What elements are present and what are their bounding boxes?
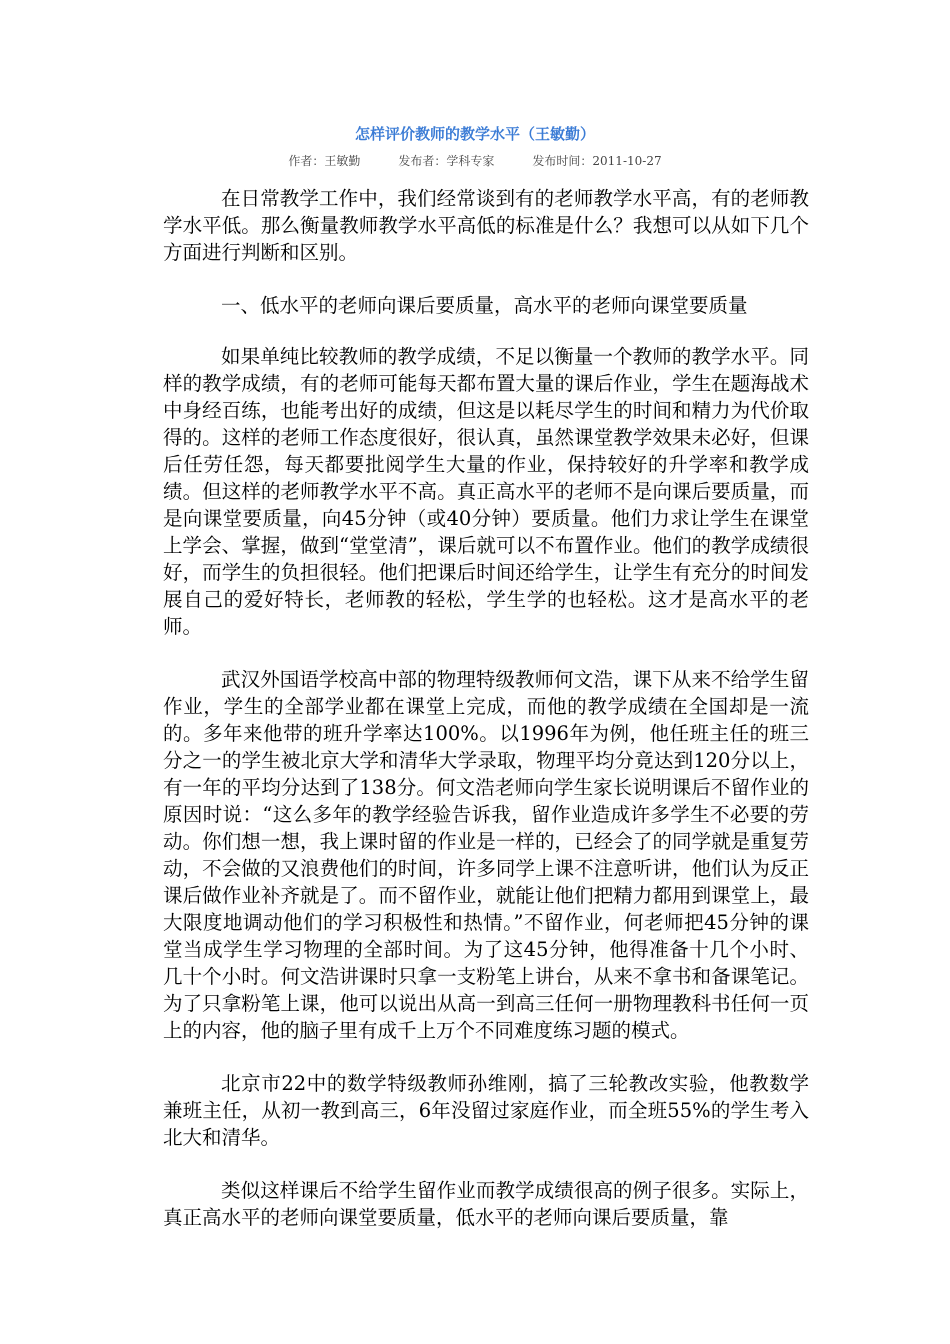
paragraph-example-hewenhao: 武汉外国语学校高中部的物理特级教师何文浩，课下从来不给学生留作业，学生的全部学业都在课堂上完成，而他的教学成绩在全国却是一流的。多年来他带的班升学率达100%。以1996年为例，他任班主任的班三分之一的学生被北京大学和清华大学录取，物理平均分竟达到120分以上，有一年的平均分达到了138分。何文浩老师向学生家长说明课后不留作业的原因时说：“这么多年的教学经验告诉我，留作业造成许多学生不必要的劳动。你们想一想，我上课时留的作业是一样的，已经会了的同学就是重复劳动，不会做的又浪费他们的时间，许多同学上课不注意听讲，他们认为反正课后做作业补齐就是了。而不留作业，就能让他们把精力都用到课堂上，最大限度地调动他们的学习积极性和热情。”不留作业，何老师把45分钟的课堂当成学生学习物理的全部时间。为了这45分钟，他得准备十几个小时、几十个小时。何文浩讲课时只拿一支粉笔上讲台，从来不拿书和备课笔记。为了只拿粉笔上课，他可以说出从高一到高三任何一册物理教科书任何一页上的内容，他的脑子里有成千上万个不同难度练习题的模式。 (163, 668, 809, 1042)
paragraph-standard: 如果单纯比较教师的教学成绩，不足以衡量一个教师的教学水平。同样的教学成绩，有的老师可能每天都布置大量的课后作业，学生在题海战术中身经百练，也能考出好的成绩，但这是以耗尽学生的时间和精力为代价取得的。这样的老师工作态度很好，很认真，虽然课堂教学效果未必好，但课后任劳任怨，每天都要批阅学生大量的作业，保持较好的升学率和教学成绩。但这样的老师教学水平不高。真正高水平的老师不是向课后要质量，而是向课堂要质量，向45分钟（或40分钟）要质量。他们力求让学生在课堂上学会、掌握，做到“堂堂清”，课后就可以不布置作业。他们的教学成绩很好，而学生的负担很轻。他们把课后时间还给学生，让学生有充分的时间发展自己的爱好特长，老师教的轻松，学生学的也轻松。这才是高水平的老师。 (163, 345, 809, 638)
publish-time-label: 发布时间：2011-10-27 (532, 154, 662, 168)
paragraph-example-sunweigang: 北京市22中的数学特级教师孙维刚，搞了三轮教改实验，他教数学兼班主任，从初一教到高三，6年没留过家庭作业，而全班55%的学生考入北大和清华。 (163, 1072, 809, 1149)
publisher-label: 发布者：学科专家 (398, 154, 495, 168)
article-body (163, 185, 809, 1257)
section-heading-1: 一、低水平的老师向课后要质量，高水平的老师向课堂要质量 (221, 294, 748, 317)
paragraph-conclusion: 类似这样课后不给学生留作业而教学成绩很高的例子很多。实际上，真正高水平的老师向课堂要质量，低水平的老师向课后要质量，靠 (163, 1179, 809, 1229)
author-label: 作者：王敏勤 (288, 154, 361, 168)
article-title: 怎样评价教师的教学水平（王敏勤） (354, 125, 595, 143)
article-meta (0, 152, 950, 170)
paragraph-intro: 在日常教学工作中，我们经常谈到有的老师教学水平高，有的老师教学水平低。那么衡量教师教学水平高低的标准是什么？我想可以从如下几个方面进行判断和区别。 (163, 187, 809, 264)
